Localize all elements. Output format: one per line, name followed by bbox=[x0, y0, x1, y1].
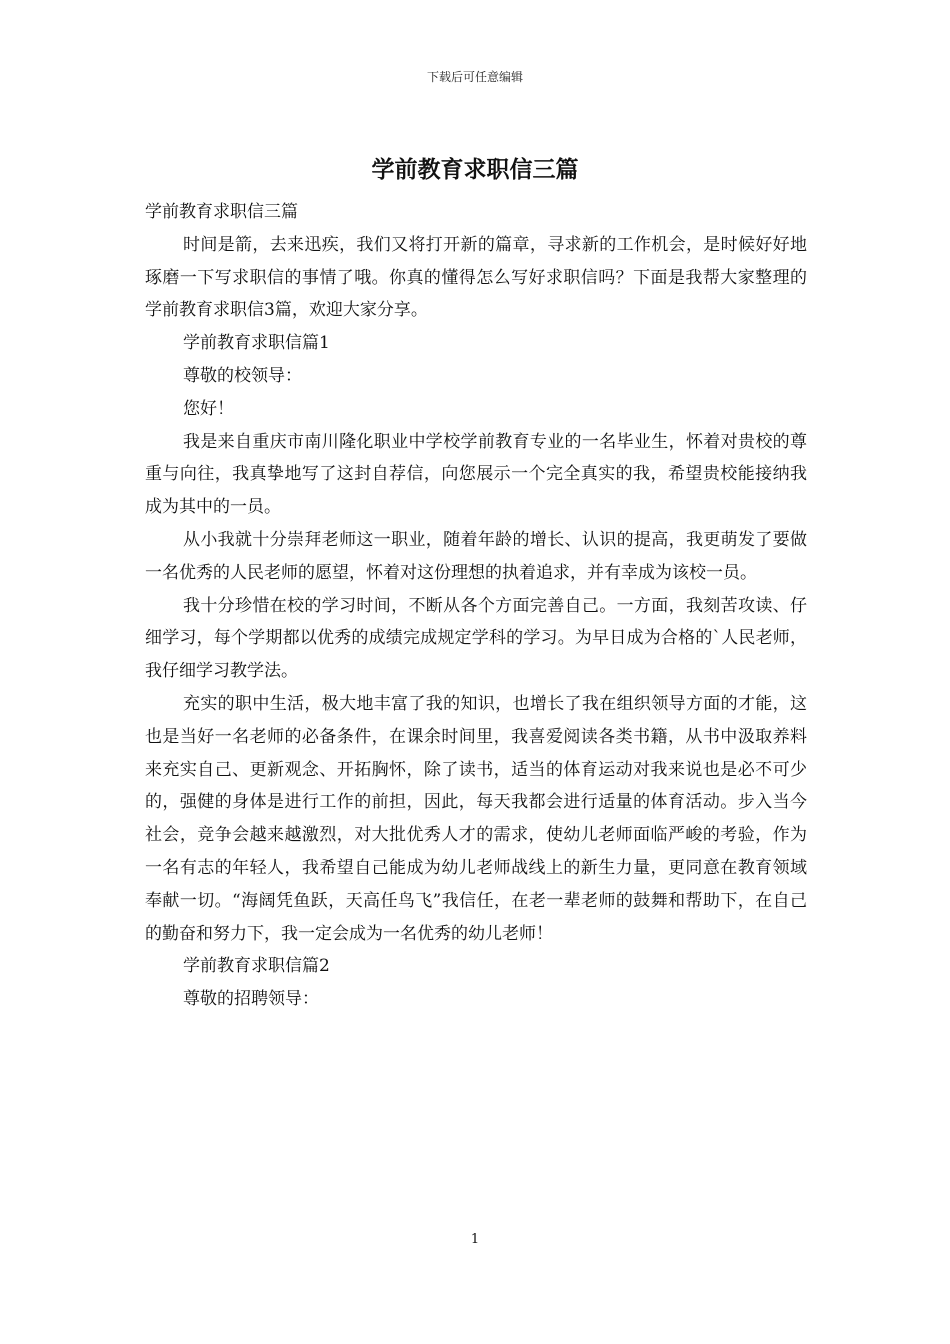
page-header-note: 下载后可任意编辑 bbox=[426, 70, 523, 84]
section-heading-2: 学前教育求职信篇2 bbox=[183, 956, 330, 977]
page-number: 1 bbox=[470, 1232, 480, 1247]
document-subtitle: 学前教育求职信三篇 bbox=[145, 202, 298, 222]
section-heading-1: 学前教育求职信篇1 bbox=[183, 333, 330, 354]
document-title: 学前教育求职信三篇 bbox=[371, 156, 579, 183]
body-paragraph: 我十分珍惜在校的学习时间，不断从各个方面完善自己。一方面，我刻苦攻读、仔细学习，每个学期都以优秀的成绩完成规定学科的学习。为早日成为合格的`人民老师，我仔细学习教学法。 bbox=[145, 595, 807, 682]
body-paragraph: 从小我就十分崇拜老师这一职业，随着年龄的增长、认识的提高，我更萌发了要做一名优秀的人民老师的愿望，怀着对这份理想的执着追求，并有幸成为该校一员。 bbox=[145, 529, 807, 583]
greeting: 您好！ bbox=[183, 398, 234, 419]
body-paragraph: 我是来自重庆市南川隆化职业中学校学前教育专业的一名毕业生，怀着对贵校的尊重与向往，我真挚地写了这封自荐信，向您展示一个完全真实的我，希望贵校能接纳我成为其中的一员。 bbox=[145, 431, 807, 518]
body-paragraph: 充实的职中生活，极大地丰富了我的知识，也增长了我在组织领导方面的才能，这也是当好一名老师的必备条件，在课余时间里，我喜爱阅读各类书籍，从书中汲取养料来充实自己、更新观念、开拓胸怀，除了读书，适当的体育运动对我来说也是必不可少的，强健的身体是进行工作的前担，因此，每天我都会进行适量的体育活动。步入当今社会，竞争会越来越激烈，对大批优秀人才的需求，使幼儿老师面临严峻的考验，作为一名有志的年轻人，我希望自己能成为幼儿老师战线上的新生力量，更同意在教育领域奉献一切。“海阔凭鱼跃，天高任鸟飞”我信任，在老一辈老师的鼓舞和帮助下，在自己的勤奋和努力下，我一定会成为一名优秀的幼儿老师！ bbox=[145, 693, 807, 944]
intro-paragraph: 时间是箭，去来迅疾，我们又将打开新的篇章，寻求新的工作机会，是时候好好地琢磨一下写求职信的事情了哦。你真的懂得怎么写好求职信吗？下面是我帮大家整理的学前教育求职信3篇，欢迎大家分享。 bbox=[145, 234, 807, 321]
salutation-1: 尊敬的校领导： bbox=[183, 365, 302, 386]
document-body bbox=[145, 196, 807, 1016]
salutation-2: 尊敬的招聘领导： bbox=[183, 989, 319, 1010]
